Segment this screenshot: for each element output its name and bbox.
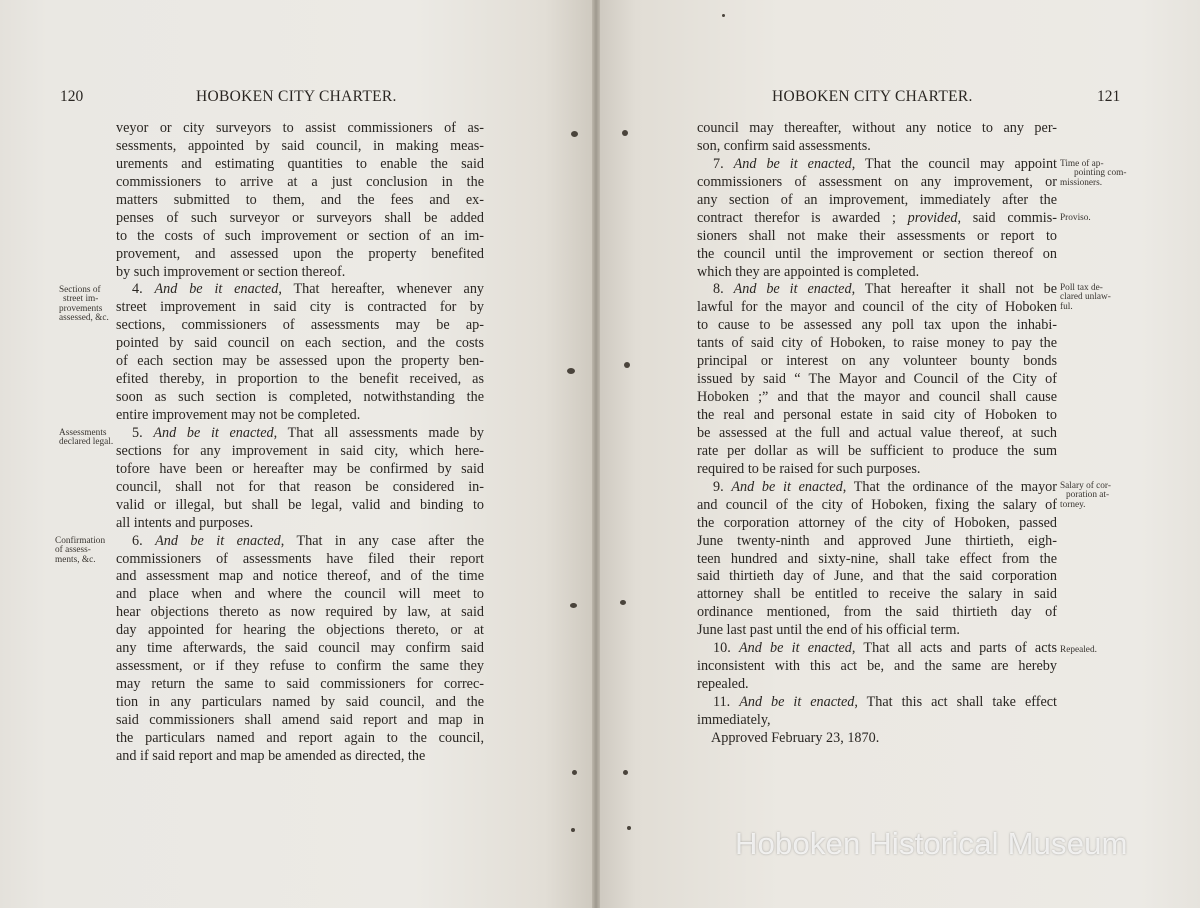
margin-line: clared unlaw- (1060, 292, 1111, 303)
text-line: June twenty-ninth and approved June thirtieth, eigh- (697, 532, 1057, 549)
margin-line: Assessments (59, 428, 107, 438)
binding-hole (627, 826, 631, 830)
text-line: and if said report and map be amended as directed, the (116, 747, 426, 764)
margin-note-repealed (1060, 646, 1097, 655)
text-line: any section of an improvement, immediately after the (697, 191, 1057, 208)
margin-line: poration at- (1066, 490, 1110, 501)
text-line: said thirtieth day of June, and that the said corporation (697, 568, 1057, 585)
margin-line: Salary of cor- (1060, 481, 1111, 491)
margin-note-salary (1060, 482, 1111, 510)
margin-note-proviso (1060, 214, 1091, 223)
text-line: veyor or city surveyors to assist commissioners of as- (116, 120, 484, 136)
text-line: sessments, appointed by said council, in making meas- (116, 137, 484, 154)
text-line: council may thereafter, without any notice to any per- (697, 120, 1057, 136)
text-line: day appointed for hearing the objections thereto, or at (116, 622, 484, 639)
margin-line: street im- (63, 294, 99, 305)
text-line: ordinance mentioned, from the said thirtieth day of (697, 604, 1057, 621)
text-line: assessment, or if they refuse to confirm the same they (116, 658, 484, 675)
text-line: contract therefor is awarded ; provided, said commis- (697, 209, 1057, 226)
text-line: 5. And be it enacted, That all assessments made by (132, 424, 484, 441)
text-line: 6. And be it enacted, That in any case after the (132, 532, 485, 549)
margin-line: Poll tax de- (1060, 283, 1103, 293)
text-line: required to be raised for such purposes. (697, 460, 921, 477)
binding-hole (571, 828, 575, 832)
text-line: commissioners of assessment on any improvement, or (697, 173, 1057, 190)
text-line: soon as such section is completed, notwithstanding the (116, 389, 484, 406)
margin-line: Proviso. (1060, 213, 1091, 223)
binding-hole (623, 770, 628, 775)
margin-line: provements (59, 303, 103, 314)
text-line: provement, and assessed upon the property benefited (116, 245, 484, 262)
text-line: hear objections thereto as now required by law, at said (116, 604, 484, 621)
text-line: and council of the city of Hoboken, fixing the salary of (697, 496, 1057, 513)
text-line: and place when and where the council will meet to (116, 586, 484, 603)
text-line: all intents and purposes. (116, 514, 254, 531)
text-line: by such improvement or section thereof. (116, 263, 346, 280)
text-line: the real and personal estate in said city of Hoboken to (697, 407, 1057, 423)
right-body-text (697, 120, 1057, 748)
text-line: which they are appointed is completed. (697, 263, 920, 280)
text-line: attorney shall be entitled to receive the salary in said (697, 586, 1057, 603)
text-line: June last past until the end of his official term. (697, 622, 960, 639)
text-line: sections for any improvement in said city, which here- (116, 442, 484, 459)
text-line: principal or interest on any volunteer bounty bonds (697, 353, 1057, 370)
text-line: valid or illegal, but shall be legal, valid and binding to (116, 496, 484, 513)
text-line: son, confirm said assessments. (697, 137, 871, 154)
margin-line: Repealed. (1060, 645, 1097, 655)
text-line: efited thereby, in proportion to the benefit received, as (116, 371, 484, 388)
margin-note-assessments (59, 429, 113, 448)
margin-note-sections (59, 286, 109, 324)
margin-line: of assess- (55, 545, 91, 556)
text-line: to cause to be assessed any poll tax upon the inhabi- (697, 317, 1057, 334)
text-line: and assessment map and notice thereof, and of the time (116, 568, 484, 585)
margin-line: ments, &c. (55, 554, 96, 565)
binding-hole (622, 130, 628, 136)
text-line: urements and estimating quantities to enable the said (116, 155, 484, 172)
binding-hole (567, 368, 575, 374)
text-line: sioners shall not make their assessments or report to (697, 227, 1057, 244)
text-line: commissioners to arrive at a just conclusion in the (116, 173, 484, 190)
text-line: 10. And be it enacted, That all acts and parts of acts (713, 640, 1057, 657)
binding-hole (620, 600, 626, 605)
text-line: tion in any particulars named by said council, and the (116, 694, 484, 710)
margin-note-poll-tax (1060, 284, 1111, 312)
text-line: tants of said city of Hoboken, to raise money to pay the (697, 335, 1057, 352)
text-line: the particulars named and report again to the council, (116, 729, 484, 746)
binding-hole (571, 131, 578, 137)
text-line: the council until the improvement or section thereof on (697, 245, 1057, 262)
margin-line: torney. (1060, 499, 1086, 510)
text-line: street improvement in said city is contracted for by (116, 299, 484, 316)
text-line: 7. And be it enacted, That the council may appoint (713, 155, 1057, 172)
text-line: issued by said “ The Mayor and Council of the City of (697, 371, 1057, 388)
text-line: inconsistent with this act be, and the same are hereby (697, 658, 1057, 675)
text-line: repealed. (697, 676, 749, 693)
text-line: pointed by said council on each section, and the costs (116, 335, 484, 352)
running-head-left: HOBOKEN CITY CHARTER. (196, 88, 397, 105)
text-line: matters submitted to them, and the fees and ex- (116, 191, 484, 208)
text-line: 8. And be it enacted, That hereafter it shall not be (713, 281, 1057, 298)
text-line: sections, commissioners of assessments may be ap- (116, 317, 484, 334)
text-line: Approved February 23, 1870. (711, 729, 880, 746)
right-page (600, 0, 1200, 908)
margin-line: pointing com- (1074, 168, 1127, 179)
text-line: immediately, (697, 711, 771, 728)
text-line: any time afterwards, the said council may confirm said (116, 640, 484, 657)
text-line: penses of such surveyor or surveyors shall be added (116, 209, 484, 226)
margin-line: Confirmation (55, 536, 106, 546)
text-line: the corporation attorney of the city of Hoboken, passed (697, 514, 1057, 531)
text-line: 9. And be it enacted, That the ordinance of the mayor (713, 478, 1057, 495)
binding-hole (624, 362, 630, 368)
page-number-right: 121 (1097, 88, 1121, 105)
margin-line: Time of ap- (1060, 159, 1104, 169)
text-line: may return the same to said commissioners for correc- (116, 676, 484, 693)
margin-line: missioners. (1060, 177, 1103, 188)
text-line: council, shall not for that reason be considered in- (116, 478, 484, 495)
binding-hole (570, 603, 577, 608)
text-line: Hoboken ;” and that the mayor and council shall cause (697, 389, 1057, 406)
margin-note-time (1060, 160, 1126, 188)
margin-line: ful. (1060, 301, 1073, 312)
text-line: said commissioners shall amend said report and map in (116, 711, 484, 728)
margin-line: declared legal. (59, 437, 114, 448)
text-line: be assessed at the full and actual value thereof, at such (697, 424, 1057, 441)
text-line: commissioners of assessments have filed their report (116, 550, 484, 567)
text-line: to the costs of such improvement or section of an im- (116, 227, 484, 244)
binding-hole (722, 14, 725, 17)
left-page (0, 0, 592, 908)
text-line: of each section may be assessed upon the property ben- (116, 353, 484, 370)
text-line: rate per dollar as will be sufficient to produce the sum (697, 442, 1057, 459)
page-number-left: 120 (60, 88, 84, 105)
text-line: 4. And be it enacted, That hereafter, whenever any (132, 281, 485, 298)
running-head-right: HOBOKEN CITY CHARTER. (772, 88, 973, 105)
margin-line: assessed, &c. (59, 313, 109, 324)
text-line: entire improvement may not be completed. (116, 407, 361, 423)
binding-hole (572, 770, 577, 775)
margin-line: Sections of (59, 285, 101, 295)
text-line: teen hundred and sixty-nine, shall take effect from the (697, 550, 1057, 567)
book-gutter (592, 0, 600, 908)
left-body-text (116, 120, 484, 766)
text-line: tofore have been or hereafter may be confirmed by said (116, 460, 484, 477)
text-line: lawful for the mayor and council of the city of Hoboken (697, 299, 1057, 316)
margin-note-confirmation (55, 537, 105, 565)
museum-watermark: Hoboken Historical Museum (735, 826, 1128, 861)
text-line: 11. And be it enacted, That this act shall take effect (713, 694, 1057, 710)
